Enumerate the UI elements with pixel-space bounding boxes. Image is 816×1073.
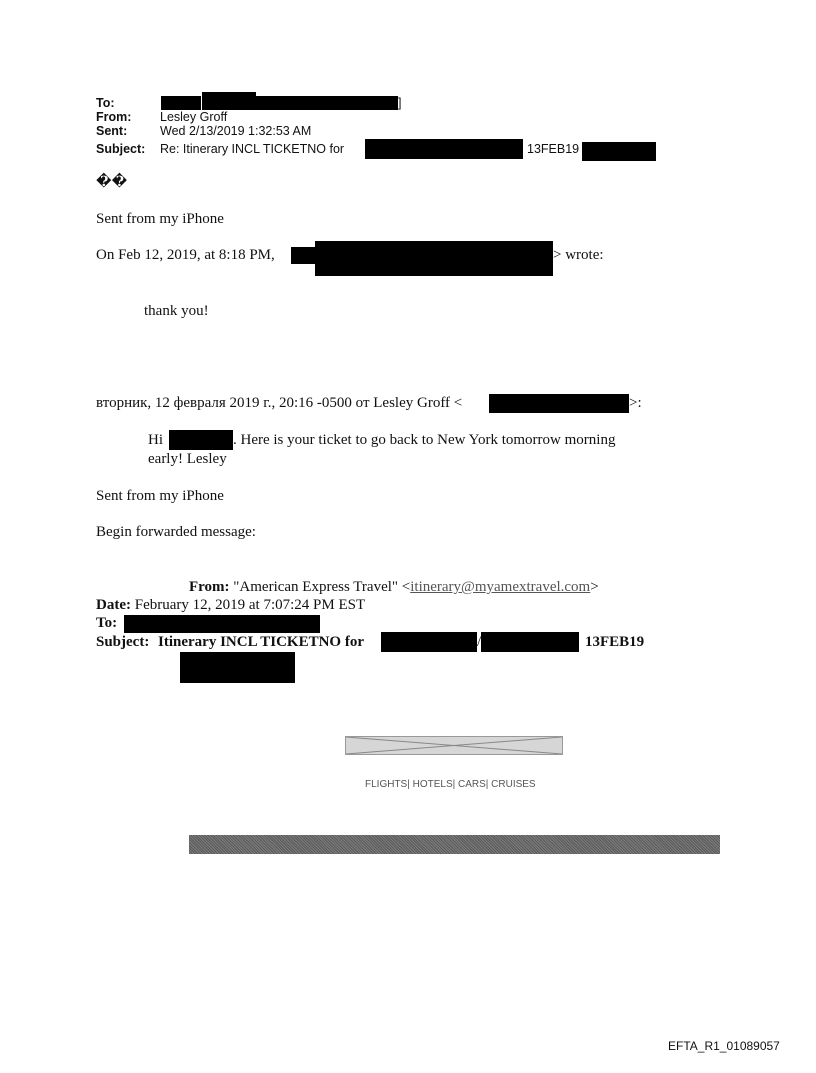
subject-label: Subject: bbox=[96, 142, 146, 156]
redaction-name bbox=[169, 430, 233, 450]
from-label: From: bbox=[96, 110, 132, 124]
fwd-from-close: > bbox=[590, 579, 599, 595]
russian-quote-tail: >: bbox=[629, 395, 642, 411]
broken-image-icon bbox=[346, 737, 562, 754]
to-label: To: bbox=[96, 96, 115, 110]
redaction-to-2 bbox=[202, 92, 256, 110]
redaction-wrote-1 bbox=[291, 247, 315, 264]
redaction-wrote-2 bbox=[315, 241, 553, 276]
wrote-label: > wrote: bbox=[553, 247, 604, 263]
sent-label: Sent: bbox=[96, 124, 128, 138]
redaction-subject-1 bbox=[365, 139, 523, 159]
redaction-fwd-subject-3 bbox=[180, 652, 295, 683]
sent-from-iphone-2: Sent from my iPhone bbox=[96, 488, 224, 504]
fwd-from-name: "American Express Travel" < bbox=[233, 579, 411, 595]
redaction-banner bbox=[189, 835, 720, 854]
fwd-from-label: From: bbox=[189, 579, 230, 595]
on-date-prefix: On Feb 12, 2019, at 8:18 PM, bbox=[96, 247, 275, 263]
subject-prefix: Re: Itinerary INCL TICKETNO for bbox=[160, 142, 345, 156]
ticket-message-line2: early! Lesley bbox=[148, 451, 227, 467]
fwd-subject-slash: / bbox=[477, 634, 482, 650]
to-tail: ] bbox=[398, 96, 402, 110]
fwd-to-label: To: bbox=[96, 615, 118, 631]
broken-image-placeholder bbox=[345, 736, 563, 755]
begin-forwarded: Begin forwarded message: bbox=[96, 524, 256, 540]
fwd-subject-label: Subject: bbox=[96, 634, 150, 650]
redaction-fwd-subject-1 bbox=[381, 632, 477, 652]
garbled-glyphs: �� bbox=[96, 175, 128, 190]
document-id: EFTA_R1_01089057 bbox=[668, 1039, 780, 1053]
redaction-fwd-to bbox=[124, 615, 320, 633]
fwd-subject-date: 13FEB19 bbox=[585, 634, 645, 650]
fwd-from-email-link[interactable]: itinerary@myamextravel.com bbox=[410, 579, 591, 595]
redaction-to-3 bbox=[256, 96, 398, 110]
travel-nav-links[interactable]: FLIGHTS| HOTELS| CARS| CRUISES bbox=[365, 779, 536, 790]
fwd-date-value: February 12, 2019 at 7:07:24 PM EST bbox=[134, 597, 366, 613]
russian-quote-line: вторник, 12 февраля 2019 г., 20:16 -0500 от Lesley Groff < bbox=[96, 395, 463, 411]
redaction-to-1 bbox=[161, 96, 201, 110]
hi-text: Hi bbox=[148, 432, 163, 448]
fwd-from-line bbox=[189, 579, 599, 596]
from-value: Lesley Groff bbox=[160, 110, 228, 124]
sent-from-iphone-1: Sent from my iPhone bbox=[96, 211, 224, 227]
thank-you-text: thank you! bbox=[144, 303, 209, 319]
fwd-subject-prefix: Itinerary INCL TICKETNO for bbox=[158, 634, 364, 650]
redaction-email bbox=[489, 394, 629, 413]
subject-date: 13FEB19 bbox=[527, 142, 580, 156]
fwd-date-label: Date: bbox=[96, 597, 131, 613]
ticket-message: . Here is your ticket to go back to New York tomorrow morning bbox=[233, 432, 616, 448]
sent-value: Wed 2/13/2019 1:32:53 AM bbox=[160, 124, 312, 138]
redaction-fwd-subject-2 bbox=[481, 632, 579, 652]
fwd-date-line bbox=[96, 597, 365, 614]
redaction-subject-2 bbox=[582, 142, 656, 161]
